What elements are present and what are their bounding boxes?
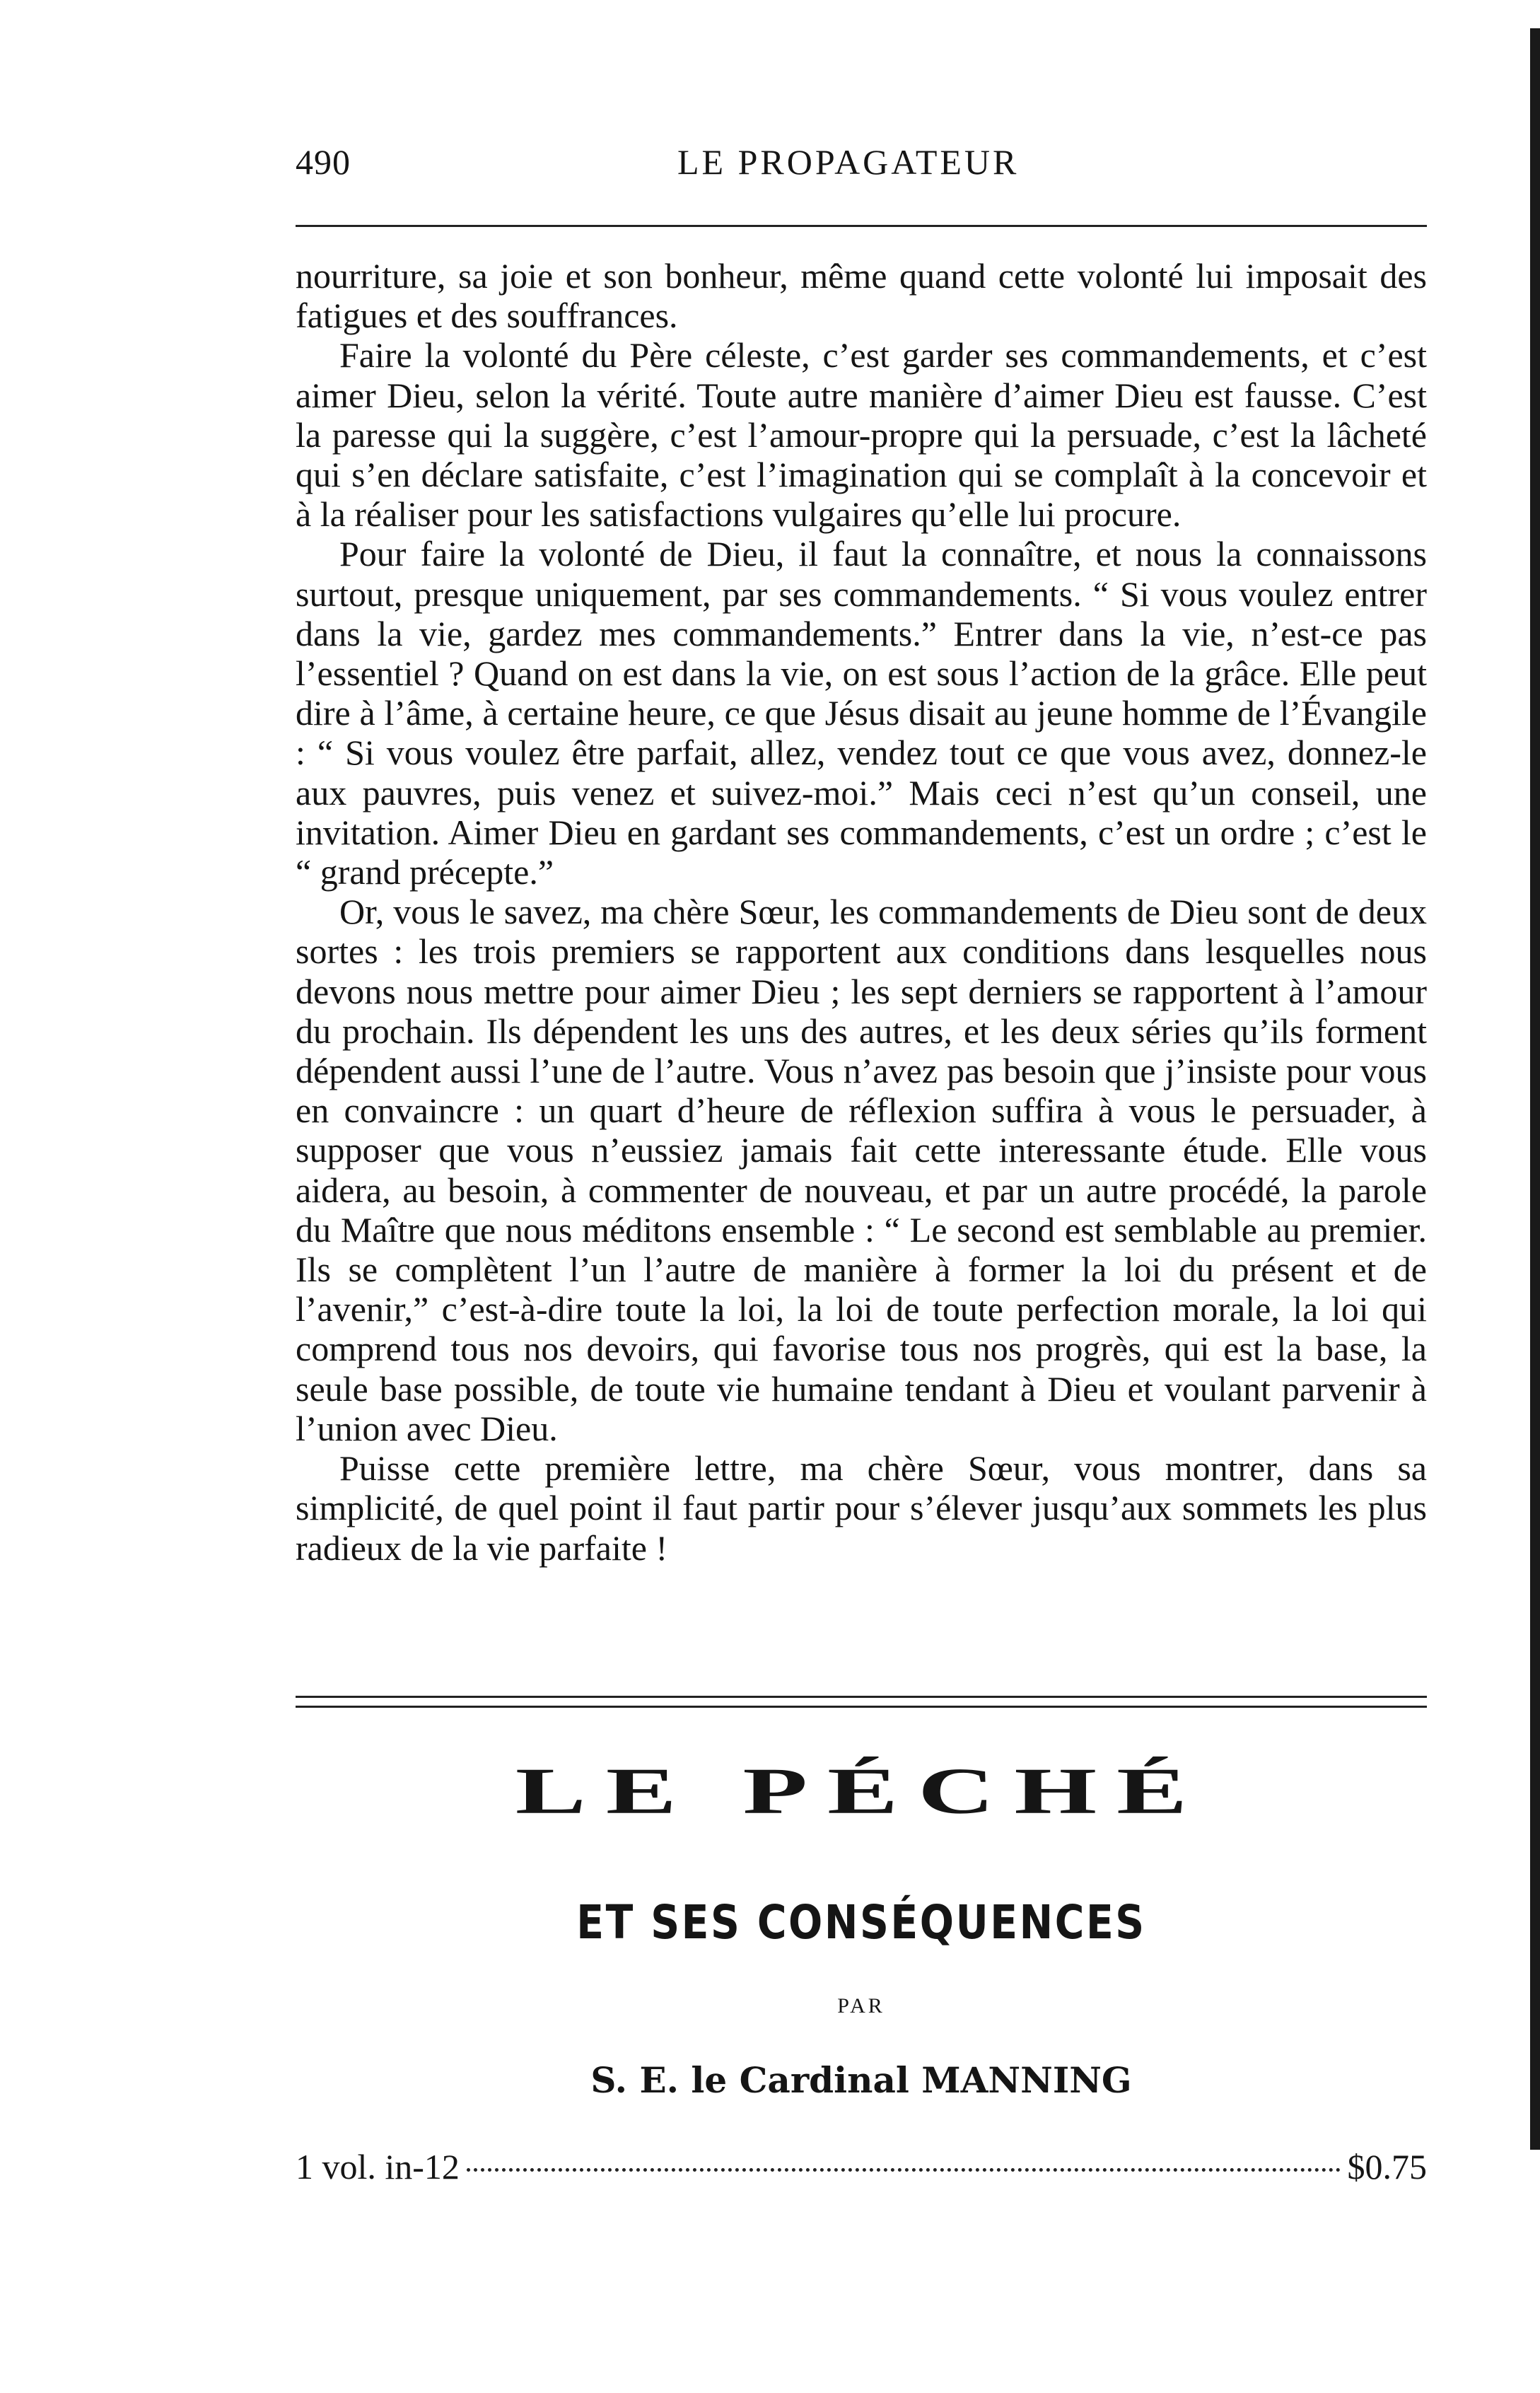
page-number: 490	[296, 142, 351, 182]
page-header	[296, 141, 1427, 191]
dot-leader	[467, 2168, 1341, 2172]
paragraph-5: Puisse cette première lettre, ma chère Sœur, vous montrer, dans sa simplicité, de quel point il faut partir pour s’élever jusqu’aux sommets les plus radieux de la vie parfaite !	[296, 1448, 1427, 1568]
advertisement-price: $0.75	[1347, 2147, 1427, 2187]
advertisement-format: 1 vol. in-12	[296, 2147, 460, 2187]
advertisement-subtitle: ET SES CONSÉQUENCES	[576, 1895, 1146, 1950]
advertisement-by-label: PAR	[837, 1994, 885, 2018]
advertisement-title: LE PÉCHÉ	[515, 1754, 1208, 1828]
advertisement-price-line	[296, 2146, 1427, 2187]
paragraph-4: Or, vous le savez, ma chère Sœur, les commandements de Dieu sont de deux sortes : les trois premiers se rapportent aux conditions dans lesquelles nous devons nous mettre pour aimer Dieu ; les sept derniers se rapportent à l’amour du prochain. Ils dépendent les uns des autres, et les deux séries qu’ils forment dépendent aussi l’une de l’autre. Vous n’avez pas besoin que j’insiste pour vous en convaincre : un quart d’heure de réflexion suffira à vous le persuader, à supposer que vous n’eussiez jamais fait cette interessante étude. Elle vous aidera, au besoin, à commenter de nouveau, et par un autre procédé, la parole du Maître que nous méditons ensemble : “ Le second est semblable au premier. Ils se complètent l’un l’autre de manière à former la loi du présent et de l’avenir,” c’est-à-dire toute la loi, la loi de toute perfection morale, la loi qui comprend tous nos devoirs, qui favorise tous nos progrès, qui est la base, la seule base possible, de toute vie humaine tendant à Dieu et voulant parvenir à l’union avec Dieu.	[296, 892, 1427, 1448]
paragraph-3: Pour faire la volonté de Dieu, il faut la connaître, et nous la connaissons surtout, presque uniquement, par ses commandements. “ Si vous voulez entrer dans la vie, gardez mes commandements.” Entrer dans la vie, n’est-ce pas l’essentiel ? Quand on est dans la vie, on est sous l’action de la grâce. Elle peut dire à l’âme, à certaine heure, ce que Jésus disait au jeune homme de l’Évangile : “ Si vous voulez être parfait, allez, vendez tout ce que vous avez, donnez-le aux pauvres, puis venez et suivez-moi.” Mais ceci n’est qu’un conseil, une invitation. Aimer Dieu en gardant ses commandements, c’est un ordre ; c’est le “ grand précepte.”	[296, 534, 1427, 892]
separator-rule-top	[296, 1696, 1427, 1698]
separator-rule-bottom	[296, 1706, 1427, 1708]
header-rule	[296, 225, 1427, 227]
page-edge-shadow	[1530, 28, 1540, 2150]
paragraph-1: nourriture, sa joie et son bonheur, même quand cette volonté lui imposait des fatigues et des souffrances.	[296, 256, 1427, 336]
advertisement-author: S. E. le Cardinal MANNING	[590, 2059, 1132, 2101]
body-text	[296, 256, 1427, 1568]
paragraph-2: Faire la volonté du Père céleste, c’est garder ses commandements, et c’est aimer Dieu, selon la vérité. Toute autre manière d’aimer Dieu est fausse. C’est la paresse qui la suggère, c’est l’amour-propre qui la persuade, c’est la lâcheté qui s’en déclare satisfaite, c’est l’imagination qui se complaît à la concevoir et à la réaliser pour les satisfactions vulgaires qu’elle lui procure.	[296, 335, 1427, 535]
running-title: LE PROPAGATEUR	[677, 142, 1020, 182]
